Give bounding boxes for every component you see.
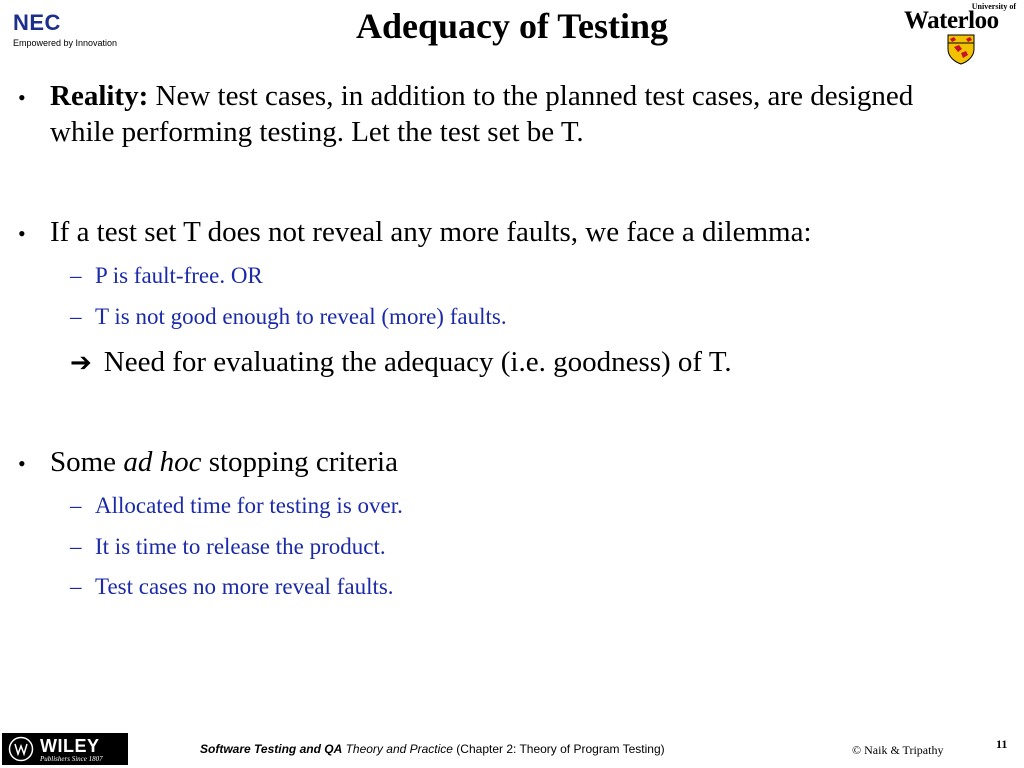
subitem-text: P is fault-free. OR xyxy=(95,263,263,288)
nec-logo-tagline: Empowered by Innovation xyxy=(13,38,118,48)
dash-icon: – xyxy=(70,493,82,518)
bullet-icon: • xyxy=(18,85,26,110)
wiley-emblem-icon xyxy=(8,736,34,762)
subitem-text: It is time to release the product. xyxy=(95,534,386,559)
subitem-text: Allocated time for testing is over. xyxy=(95,493,403,518)
wiley-logo-sub: Publishers Since 1807 xyxy=(40,755,103,763)
waterloo-crest-icon xyxy=(945,33,977,65)
slide-title: Adequacy of Testing xyxy=(355,6,669,46)
bullet-icon: • xyxy=(18,451,26,476)
footer-book-title: Software Testing and QA Theory and Practice (Chapter 2: Theory of Program Testing) xyxy=(200,742,665,756)
wiley-logo-word: WILEY xyxy=(40,736,100,756)
wiley-logo xyxy=(2,733,128,765)
conclusion-text: Need for evaluating the adequacy (i.e. goodness) of T. xyxy=(103,346,732,378)
waterloo-logo-word: Waterloo xyxy=(904,7,999,34)
nec-logo-word: NEC xyxy=(13,10,61,35)
bullet-text: Some ad hoc stopping criteria xyxy=(50,446,398,478)
dash-icon: – xyxy=(70,574,82,599)
dash-icon: – xyxy=(70,534,82,559)
waterloo-logo-top: University of xyxy=(971,2,1016,11)
conclusion-line xyxy=(70,344,732,381)
subitem-text: Test cases no more reveal faults. xyxy=(95,574,394,599)
dash-icon: – xyxy=(70,263,82,288)
bullet-text: If a test set T does not reveal any more faults, we face a dilemma: xyxy=(50,216,812,248)
right-arrow-icon: ➔ xyxy=(70,348,92,378)
waterloo-logo xyxy=(904,2,1020,66)
bullet-label: Reality: xyxy=(50,80,149,112)
page-number: 11 xyxy=(996,737,1008,751)
subitem-text: T is not good enough to reveal (more) faults. xyxy=(95,304,507,329)
italic-term: ad hoc xyxy=(123,446,202,478)
footer-copyright: © Naik & Tripathy xyxy=(852,743,944,757)
bullet-text: Reality: New test cases, in addition to the planned test cases, are designed while performing testing. Let the test set be T. xyxy=(50,80,914,148)
dash-icon: – xyxy=(70,304,82,329)
bullet-icon: • xyxy=(18,221,26,246)
